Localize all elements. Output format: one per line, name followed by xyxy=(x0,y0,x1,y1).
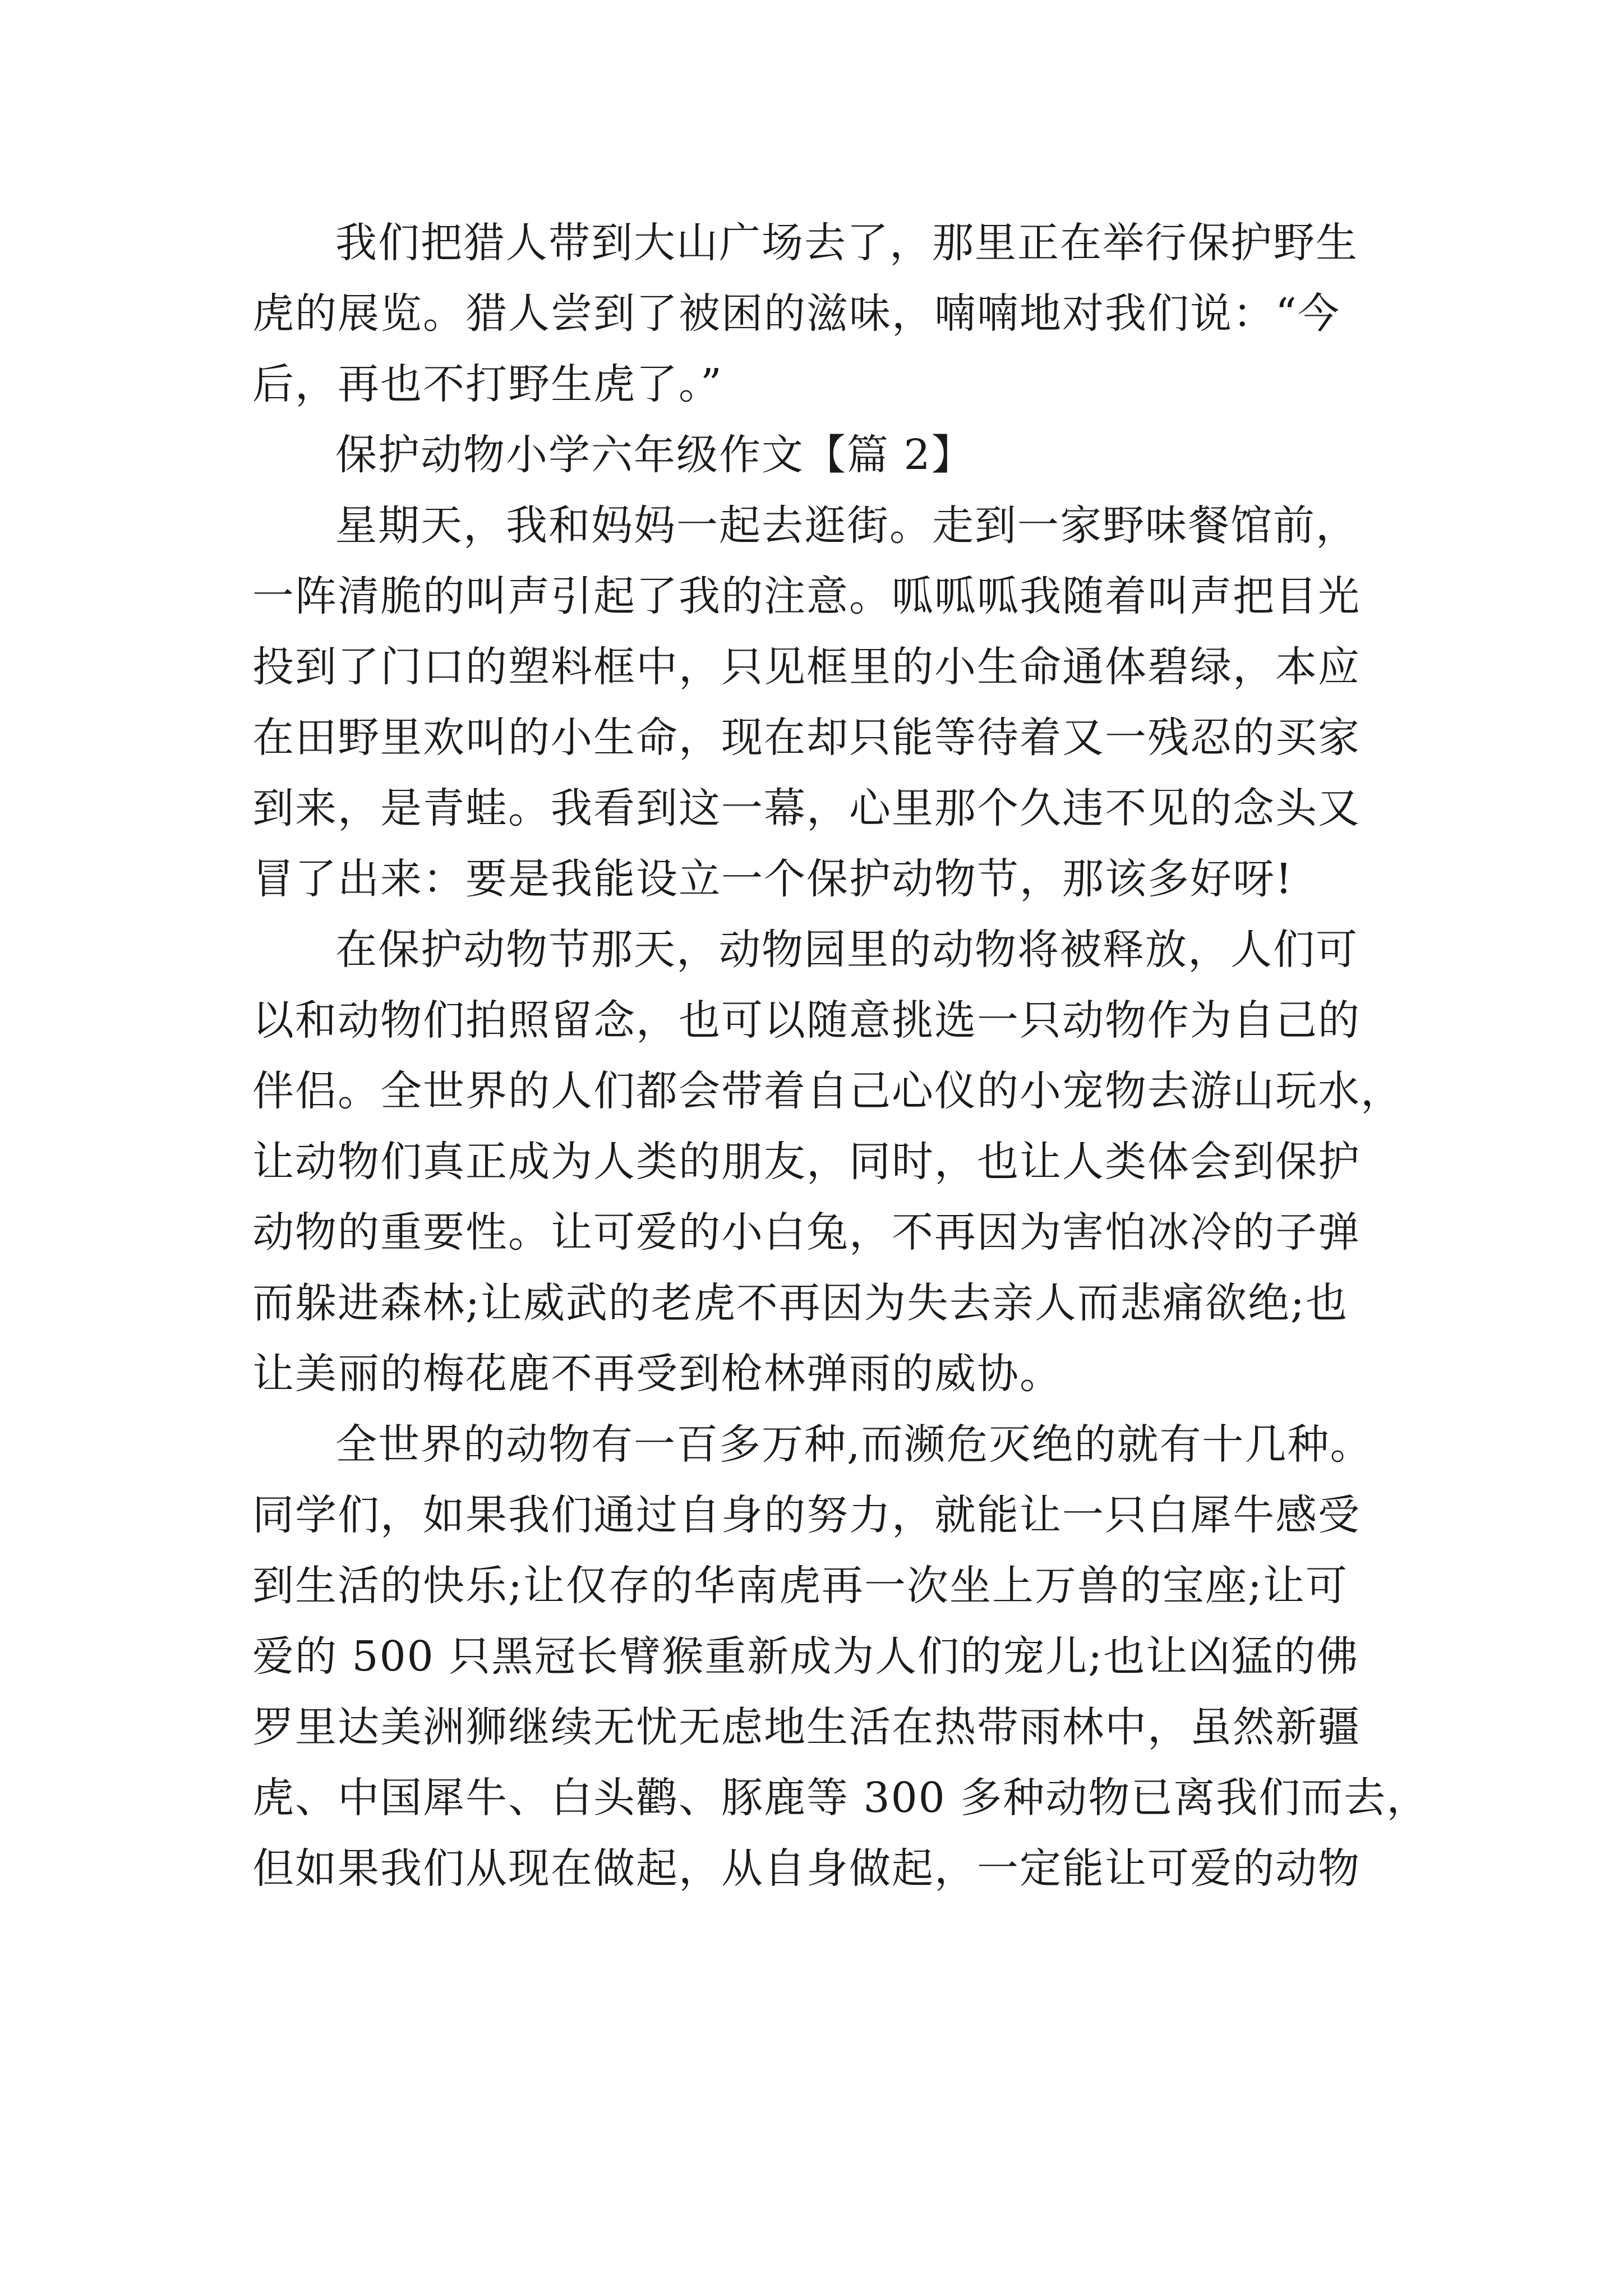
document-body xyxy=(252,208,1430,1904)
paragraph-1 xyxy=(252,208,1380,420)
text-line: 投到了门口的塑料框中，只见框里的小生命通体碧绿，本应 xyxy=(252,643,1361,691)
text-line: 在保护动物节那天，动物园里的动物将被释放，人们可 xyxy=(335,926,1358,974)
text-line: 同学们，如果我们通过自身的努力，就能让一只白犀牛感受 xyxy=(252,1491,1361,1539)
text-line: 虎、中国犀牛、白头鹳、豚鹿等 300 多种动物已离我们而去， xyxy=(252,1774,1430,1822)
text-line: 动物的重要性。让可爱的小白兔，不再因为害怕冰冷的子弹 xyxy=(252,1208,1361,1257)
text-line: 以和动物们拍照留念，也可以随意挑选一只动物作为自己的 xyxy=(252,996,1361,1045)
paragraph-3 xyxy=(252,914,1403,1409)
text-line: 罗里达美洲狮继续无忧无虑地生活在热带雨林中，虽然新疆 xyxy=(252,1703,1361,1751)
text-line: 伴侣。全世界的人们都会带着自己心仪的小宠物去游山玩水， xyxy=(252,1067,1403,1115)
text-line: 在田野里欢叫的小生命，现在却只能等待着又一残忍的买家 xyxy=(252,714,1361,762)
text-line: 让美丽的梅花鹿不再受到枪林弹雨的威协。 xyxy=(252,1350,1062,1398)
text-line: 到生活的快乐;让仅存的华南虎再一次坐上万兽的宝座;让可 xyxy=(252,1562,1348,1610)
text-line: 但如果我们从现在做起，从自身做起，一定能让可爱的动物 xyxy=(252,1844,1361,1893)
text-line: 一阵清脆的叫声引起了我的注意。呱呱呱我随着叫声把目光 xyxy=(252,572,1361,620)
text-line: 星期天，我和妈妈一起去逛街。走到一家野味餐馆前， xyxy=(335,501,1358,550)
text-line: 到来，是青蛙。我看到这一幕，心里那个久违不见的念头又 xyxy=(252,784,1361,832)
heading-text: 保护动物小学六年级作文【篇 2】 xyxy=(335,431,974,479)
section-heading xyxy=(252,420,1380,490)
text-line: 我们把猎人带到大山广场去了，那里正在举行保护野生 xyxy=(335,219,1358,267)
text-line: 而躲进森林;让威武的老虎不再因为失去亲人而悲痛欲绝;也 xyxy=(252,1279,1348,1327)
paragraph-4 xyxy=(252,1409,1430,1904)
text-line: 虎的展览。猎人尝到了被困的滋味，喃喃地对我们说：“今 xyxy=(252,289,1340,338)
paragraph-2 xyxy=(252,490,1380,914)
text-line: 后，再也不打野生虎了。” xyxy=(252,360,723,408)
text-line: 让动物们真正成为人类的朋友，同时，也让人类体会到保护 xyxy=(252,1138,1361,1186)
text-line: 爱的 500 只黑冠长臂猴重新成为人们的宠儿;也让凶猛的佛 xyxy=(252,1632,1359,1681)
text-line: 冒了出来：要是我能设立一个保护动物节，那该多好呀! xyxy=(252,855,1293,903)
text-line: 全世界的动物有一百多万种,而濒危灭绝的就有十几种。 xyxy=(335,1420,1373,1469)
